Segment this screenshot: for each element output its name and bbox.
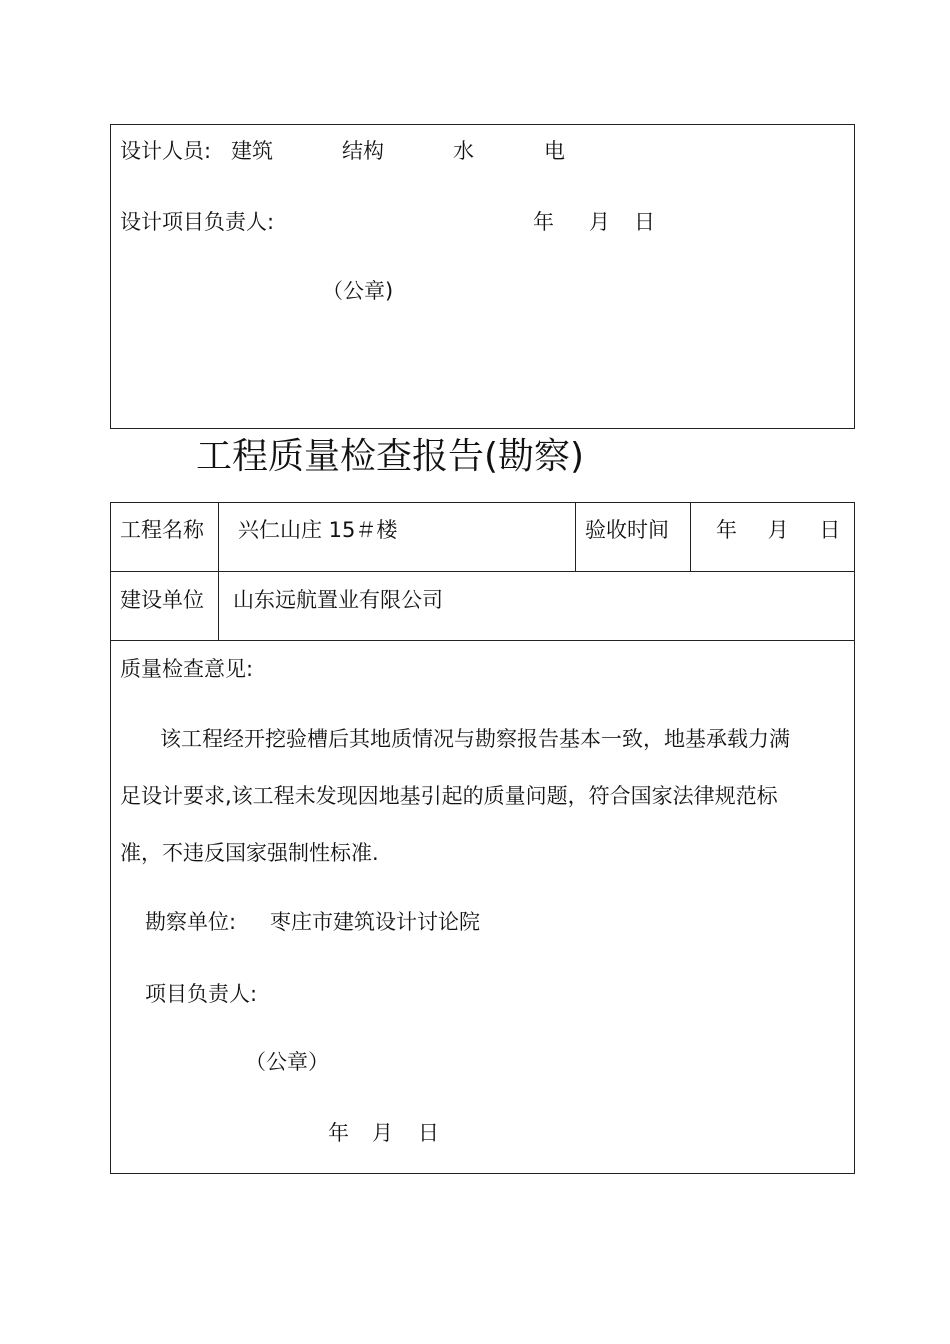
builder-label: 建设单位 <box>120 588 204 612</box>
opinion-line-1: 该工程经开挖验槽后其地质情况与勘察报告基本一致，地基承载力满 <box>160 727 790 751</box>
design-date-day: 日 <box>634 210 655 234</box>
design-date-year: 年 <box>533 210 554 234</box>
survey-unit-label: 勘察单位: <box>145 910 237 934</box>
discipline-structure: 结构 <box>342 139 384 163</box>
col-divider-time-value <box>690 502 691 572</box>
acceptance-date: 年 月 日 <box>716 518 841 542</box>
opinion-line-2: 足设计要求,该工程未发现因地基引起的质量问题，符合国家法律规范标 <box>120 784 778 808</box>
report-project-lead-label: 项目负责人: <box>145 982 258 1006</box>
acceptance-time-label: 验收时间 <box>585 518 669 542</box>
row-divider-2 <box>110 640 855 641</box>
discipline-electrical: 电 <box>544 139 565 163</box>
design-date-month: 月 <box>589 210 610 234</box>
discipline-architecture: 建筑 <box>231 139 273 163</box>
col-divider-label <box>218 502 219 641</box>
builder-value: 山东远航置业有限公司 <box>233 588 443 612</box>
opinion-line-3: 准，不违反国家强制性标准. <box>120 841 379 865</box>
discipline-water: 水 <box>453 139 474 163</box>
report-date-year: 年 <box>328 1121 349 1145</box>
project-name-label: 工程名称 <box>120 518 204 542</box>
design-signoff-box <box>110 124 855 429</box>
report-title: 工程质量检查报告(勘察) <box>196 436 585 477</box>
row-divider-1 <box>110 571 855 572</box>
col-divider-time-label <box>575 502 576 572</box>
report-seal: （公章） <box>245 1050 329 1074</box>
opinion-label: 质量检查意见: <box>120 657 254 681</box>
design-seal: （公章) <box>322 279 394 303</box>
report-date-day: 日 <box>418 1121 439 1145</box>
report-table <box>110 502 855 1174</box>
project-name-value: 兴仁山庄 15＃楼 <box>238 518 398 542</box>
designers-label: 设计人员: <box>120 139 212 163</box>
survey-unit-value: 枣庄市建筑设计讨论院 <box>270 910 480 934</box>
report-date-month: 月 <box>372 1121 393 1145</box>
design-project-lead-label: 设计项目负责人: <box>120 210 275 234</box>
